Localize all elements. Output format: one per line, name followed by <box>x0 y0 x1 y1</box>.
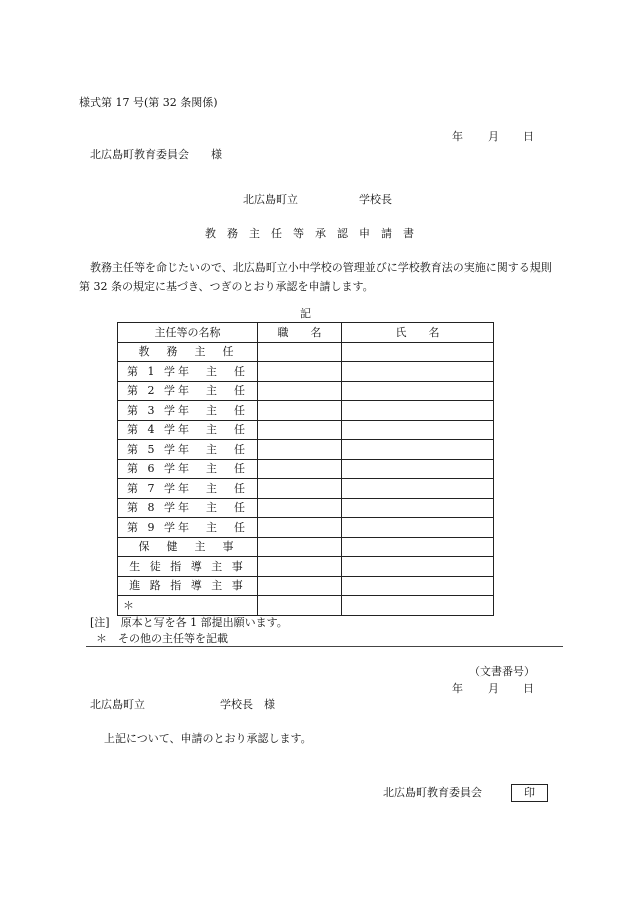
note-submission: [注] 原本と写を各 1 部提出願います。 <box>90 616 288 629</box>
header-title: 主任等の名称 <box>118 323 258 343</box>
date-month-label: 月 <box>488 130 499 143</box>
addressee: 北広島町教育委員会 様 <box>90 148 222 161</box>
name-cell[interactable] <box>342 381 494 401</box>
name-cell[interactable] <box>342 518 494 538</box>
table-row <box>118 596 494 616</box>
row-label: 第 4 学年 主 任 <box>118 420 258 440</box>
table-row <box>118 557 494 577</box>
note-other: ＊ その他の主任等を記載 <box>96 632 228 645</box>
document-title: 教務主任等承認申請書 <box>205 227 425 240</box>
name-cell[interactable] <box>342 362 494 382</box>
table-row <box>118 401 494 421</box>
position-cell[interactable] <box>258 596 342 616</box>
other-title-cell[interactable]: ＊ <box>118 596 258 616</box>
row-label: 第 8 学年 主 任 <box>118 498 258 518</box>
name-cell[interactable] <box>342 537 494 557</box>
reply-date-month-label: 月 <box>488 682 499 695</box>
issuer: 北広島町教育委員会 <box>383 786 482 799</box>
position-cell[interactable] <box>258 557 342 577</box>
position-cell[interactable] <box>258 479 342 499</box>
seal-box: 印 <box>511 784 548 802</box>
form-number: 様式第 17 号(第 32 条関係) <box>79 96 218 109</box>
row-label: 第 9 学年 主 任 <box>118 518 258 538</box>
row-label: 生 徒 指 導 主 事 <box>118 557 258 577</box>
table-row <box>118 362 494 382</box>
position-cell[interactable] <box>258 518 342 538</box>
row-label: 第 3 学年 主 任 <box>118 401 258 421</box>
table-row <box>118 440 494 460</box>
position-cell[interactable] <box>258 420 342 440</box>
row-label: 第 6 学年 主 任 <box>118 459 258 479</box>
table-row <box>118 518 494 538</box>
position-cell[interactable] <box>258 459 342 479</box>
position-cell[interactable] <box>258 537 342 557</box>
table-row <box>118 498 494 518</box>
table-row <box>118 420 494 440</box>
position-cell[interactable] <box>258 440 342 460</box>
table-header-row <box>118 323 494 343</box>
position-cell[interactable] <box>258 498 342 518</box>
approval-text: 上記について、申請のとおり承認します。 <box>104 732 312 745</box>
name-cell[interactable] <box>342 557 494 577</box>
position-cell[interactable] <box>258 362 342 382</box>
document-number-label: （文書番号） <box>469 665 535 678</box>
reply-date-year-label: 年 <box>452 682 463 695</box>
position-cell[interactable] <box>258 381 342 401</box>
position-cell[interactable] <box>258 401 342 421</box>
position-cell[interactable] <box>258 576 342 596</box>
divider-line <box>86 646 563 647</box>
name-cell[interactable] <box>342 498 494 518</box>
reply-addressee-suffix: 学校長 様 <box>220 698 275 711</box>
reply-date-day-label: 日 <box>523 682 534 695</box>
date-day-label: 日 <box>523 130 534 143</box>
table-row <box>118 381 494 401</box>
name-cell[interactable] <box>342 401 494 421</box>
name-cell[interactable] <box>342 459 494 479</box>
row-label: 第 1 学年 主 任 <box>118 362 258 382</box>
name-cell[interactable] <box>342 479 494 499</box>
table-row <box>118 459 494 479</box>
table-row <box>118 479 494 499</box>
row-label: 保 健 主 事 <box>118 537 258 557</box>
header-name: 氏 名 <box>342 323 494 343</box>
name-cell[interactable] <box>342 420 494 440</box>
header-position: 職 名 <box>258 323 342 343</box>
position-cell[interactable] <box>258 342 342 362</box>
assignment-table <box>117 322 494 616</box>
applicant-role: 学校長 <box>359 193 392 206</box>
name-cell[interactable] <box>342 440 494 460</box>
name-cell[interactable] <box>342 596 494 616</box>
row-label: 進 路 指 導 主 事 <box>118 576 258 596</box>
date-year-label: 年 <box>452 130 463 143</box>
reply-addressee-prefix: 北広島町立 <box>90 698 145 711</box>
row-label: 第 5 学年 主 任 <box>118 440 258 460</box>
name-cell[interactable] <box>342 576 494 596</box>
ki-label: 記 <box>300 307 311 320</box>
table-row <box>118 537 494 557</box>
row-label: 第 2 学年 主 任 <box>118 381 258 401</box>
table-row <box>118 342 494 362</box>
table-row <box>118 576 494 596</box>
row-label: 教 務 主 任 <box>118 342 258 362</box>
applicant-school-prefix: 北広島町立 <box>243 193 298 206</box>
body-paragraph: 教務主任等を命じたいので、北広島町立小中学校の管理並びに学校教育法の実施に関する規則第 32 条の規定に基づき、つぎのとおり承認を申請します。 <box>79 261 552 293</box>
name-cell[interactable] <box>342 342 494 362</box>
row-label: 第 7 学年 主 任 <box>118 479 258 499</box>
